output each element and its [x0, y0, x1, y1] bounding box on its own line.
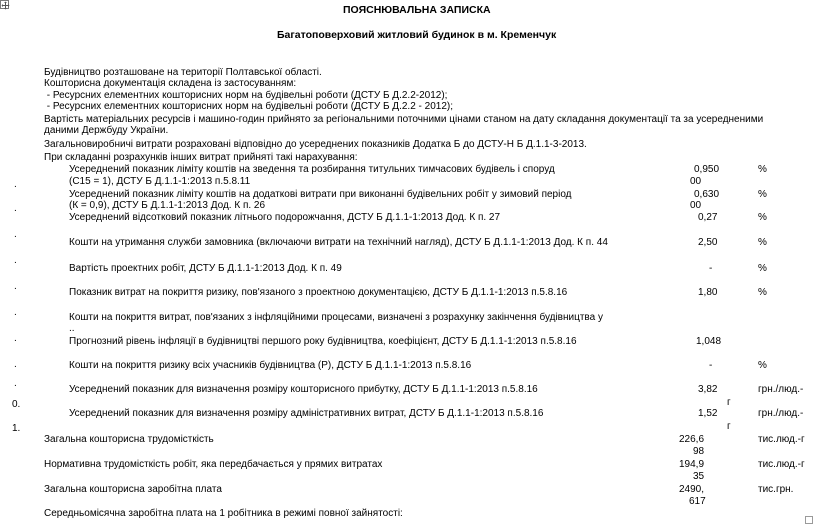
- row-unit-continued: г: [727, 397, 731, 408]
- total-value: 2490,: [679, 484, 705, 495]
- row-marker: .: [14, 378, 17, 389]
- row-unit: %: [758, 287, 767, 298]
- row-value: 1,52: [698, 408, 718, 419]
- row-value: 1,048: [696, 336, 722, 347]
- row-value: 2,50: [698, 237, 718, 248]
- total-unit: тис.грн.: [758, 484, 794, 495]
- intro-line: - Ресурсних елементних кошторисних норм на будівельні роботи (ДСТУ Б Д.2.2 - 2012);: [44, 101, 453, 112]
- table-move-handle-icon[interactable]: [0, 0, 9, 9]
- footer-text: Середньомісячна заробітна плата на 1 робітника в режимі повної зайнятості:: [44, 508, 403, 519]
- intro-line: даними Держбуду України.: [44, 125, 169, 136]
- row-value-continued: 00: [690, 176, 702, 187]
- total-label: Нормативна трудомісткість робіт, яка передбачається у прямих витратах: [44, 459, 383, 470]
- total-label: Загальна кошторисна трудомісткість: [44, 434, 214, 445]
- row-text: (С15 = 1), ДСТУ Б Д.1.1-1:2013 п.5.8.11: [69, 176, 251, 187]
- row-value: 0,27: [698, 212, 718, 223]
- row-unit: %: [758, 360, 767, 371]
- total-value-continued: 98: [693, 446, 705, 457]
- intro-line: Будівництво розташоване на території Полтавської області.: [44, 67, 322, 78]
- total-unit: тис.люд.-г: [758, 434, 805, 445]
- row-unit: %: [758, 263, 767, 274]
- intro-line: Вартість матеріальних ресурсів і машино-годин прийнято за регіональними поточними цінами станом на дату складання документації та за усередненими: [44, 114, 764, 125]
- row-unit: %: [758, 237, 767, 248]
- row-value: 3,82: [698, 384, 718, 395]
- row-text: Усереднений відсотковий показник літнього подорожчання, ДСТУ Б Д.1.1-1:2013 Дод. К п. 27: [69, 212, 501, 223]
- document-subtitle: Багатоповерховий житловий будинок в м. Кременчук: [277, 29, 557, 41]
- row-text: ..: [69, 323, 75, 334]
- row-value: -: [709, 360, 713, 371]
- resize-handle[interactable]: [805, 516, 813, 524]
- total-label: Загальна кошторисна заробітна плата: [44, 484, 222, 495]
- total-value-continued: 35: [693, 471, 705, 482]
- row-marker: 1.: [12, 423, 21, 434]
- row-unit: %: [758, 212, 767, 223]
- row-text: Усереднений показник для визначення розміру кошторисного прибутку, ДСТУ Б Д.1.1-1:2013 п.5.8.16: [69, 384, 538, 395]
- total-unit: тис.люд.-г: [758, 459, 805, 470]
- row-marker: .: [14, 333, 17, 344]
- total-value-continued: 617: [689, 496, 706, 507]
- row-marker: .: [14, 229, 17, 240]
- row-text: Усереднений показник ліміту коштів на додаткові витрати при виконанні будівельних робіт у зимовий період: [69, 189, 572, 200]
- row-value: 0,630: [694, 189, 720, 200]
- document-title: ПОЯСНЮВАЛЬНА ЗАПИСКА: [343, 4, 491, 16]
- row-value: 1,80: [698, 287, 718, 298]
- row-marker: .: [14, 255, 17, 266]
- row-marker: .: [14, 307, 17, 318]
- total-value: 194,9: [679, 459, 705, 470]
- row-text: Показник витрат на покриття ризику, пов'язаного з проектною документацією, ДСТУ Б Д.1.1-1:2013 п.5.8.16: [69, 287, 568, 298]
- intro-line: - Ресурсних елементних кошторисних норм на будівельні роботи (ДСТУ Б Д.2.2-2012);: [44, 90, 448, 101]
- row-unit: грн./люд.-: [758, 408, 804, 419]
- row-text: Усереднений показник ліміту коштів на зведення та розбирання титульних тимчасових будівель і споруд: [69, 164, 555, 175]
- row-text: Кошти на покриття витрат, пов'язаних з інфляційними процесами, визначені з розрахунку закінчення будівництва у: [69, 312, 603, 323]
- row-text: Вартість проектних робіт, ДСТУ Б Д.1.1-1:2013 Дод. К п. 49: [69, 263, 342, 274]
- row-unit: %: [758, 189, 767, 200]
- intro-line: При складанні розрахунків інших витрат прийняті такі нарахування:: [44, 152, 358, 163]
- row-text: Усереднений показник для визначення розміру адміністративних витрат, ДСТУ Б Д.1.1-1:2013 п.5.8.16: [69, 408, 544, 419]
- row-text: Кошти на покриття ризику всіх учасників будівництва (Р), ДСТУ Б Д.1.1-1:2013 п.5.8.16: [69, 360, 472, 371]
- total-value: 226,6: [679, 434, 705, 445]
- row-marker: .: [14, 179, 17, 190]
- row-unit: грн./люд.-: [758, 384, 804, 395]
- intro-line: Загальновиробничі витрати розраховані відповідно до усереднених показників Додатка Б до ДСТУ-Н Б Д.1.1-3-2013.: [44, 139, 587, 150]
- row-value: -: [709, 263, 713, 274]
- row-marker: .: [14, 281, 17, 292]
- row-value-continued: 00: [690, 200, 702, 211]
- row-unit: %: [758, 164, 767, 175]
- row-unit-continued: г: [727, 421, 731, 432]
- intro-line: Кошторисна документація складена із застосуванням:: [44, 78, 297, 89]
- row-marker: 0.: [12, 399, 21, 410]
- row-text: Прогнозний рівень інфляції в будівництві першого року будівництва, коефіцієнт, ДСТУ Б Д.1.1-1:2013 п.5.8.16: [69, 336, 577, 347]
- row-marker: .: [14, 203, 17, 214]
- row-marker: .: [14, 359, 17, 370]
- row-text: (К = 0,9), ДСТУ Б Д.1.1-1:2013 Дод. К п. 26: [69, 200, 266, 211]
- row-value: 0,950: [694, 164, 720, 175]
- row-text: Кошти на утримання служби замовника (включаючи витрати на технічний нагляд), ДСТУ Б Д.1.1-1:2013 Дод. К п. 44: [69, 237, 608, 248]
